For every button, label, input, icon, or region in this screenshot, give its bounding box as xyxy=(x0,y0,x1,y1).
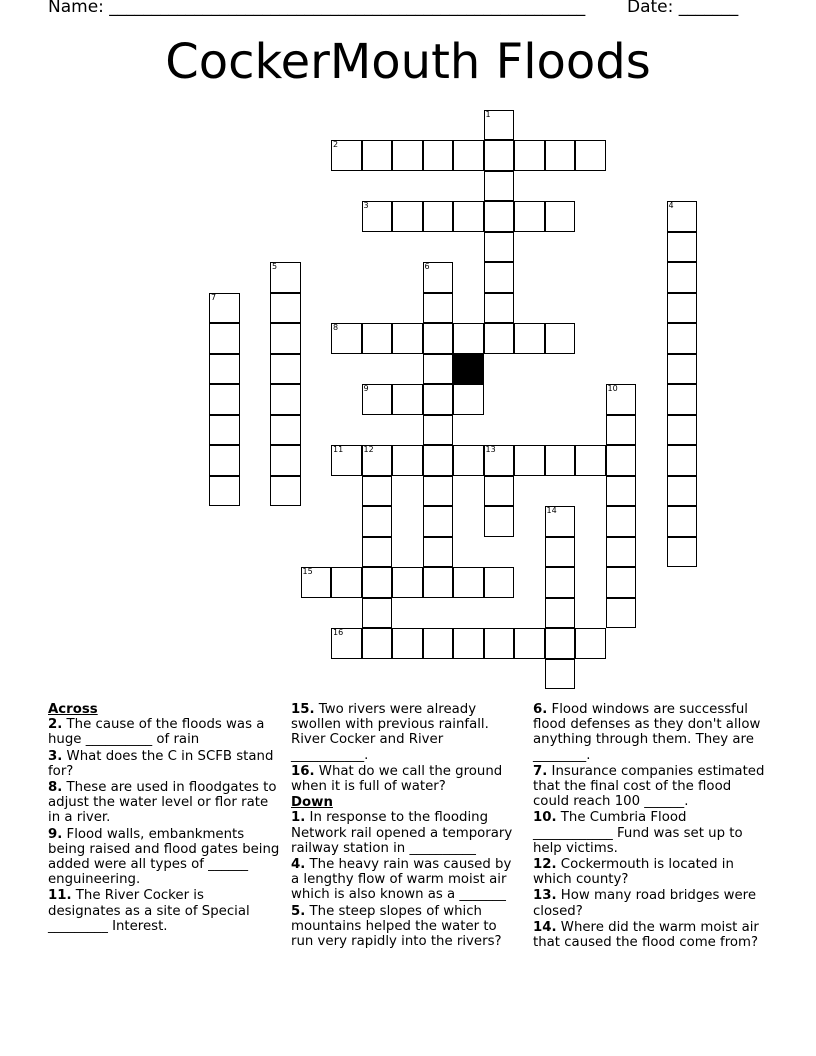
cell-number: 3 xyxy=(363,201,369,210)
across-heading: Across xyxy=(48,702,98,717)
clue-text: How many road bridges were closed? xyxy=(533,888,757,919)
clue-text: Two rivers were already swollen with previous rainfall. River Cocker and River ___________. xyxy=(291,702,489,763)
grid-cell[interactable] xyxy=(392,445,423,476)
grid-cell[interactable] xyxy=(484,567,515,598)
clue xyxy=(48,888,280,934)
grid-cell[interactable] xyxy=(545,323,576,354)
clue-text: Flood windows are successful flood defenses as they don't allow anything through them. They are ________. xyxy=(533,702,761,763)
grid-cell[interactable] xyxy=(270,262,301,293)
grid-cell[interactable] xyxy=(423,384,454,415)
grid-cell[interactable] xyxy=(606,476,637,507)
grid-cell[interactable] xyxy=(270,354,301,385)
grid-cell[interactable] xyxy=(484,506,515,537)
down-heading: Down xyxy=(291,795,333,811)
clue-number: 8. xyxy=(48,780,63,796)
clue-number: 9. xyxy=(48,826,63,842)
grid-cell[interactable] xyxy=(423,567,454,598)
grid-cell[interactable] xyxy=(545,567,576,598)
grid-cell[interactable] xyxy=(423,476,454,507)
clue xyxy=(533,810,768,856)
clue xyxy=(291,764,523,794)
grid-cell[interactable] xyxy=(362,567,393,598)
clue xyxy=(48,827,280,888)
grid-cell[interactable] xyxy=(423,262,454,293)
clue-number: 1. xyxy=(291,810,306,826)
clue-text: What do we call the ground when it is full of water? xyxy=(291,763,503,795)
grid-cell[interactable] xyxy=(484,445,515,476)
grid-cell[interactable] xyxy=(270,415,301,446)
grid-cell[interactable] xyxy=(209,323,240,354)
grid-cell[interactable] xyxy=(606,567,637,598)
clue xyxy=(48,749,280,779)
grid-cell[interactable] xyxy=(667,445,698,476)
grid-cell[interactable] xyxy=(270,445,301,476)
grid-cell[interactable] xyxy=(514,323,545,354)
grid-cell[interactable] xyxy=(423,140,454,171)
clue-number: 3. xyxy=(48,748,63,764)
page-title: CockerMouth Floods xyxy=(165,34,651,90)
grid-cell[interactable] xyxy=(362,598,393,629)
grid-cell[interactable] xyxy=(606,415,637,446)
grid-cell[interactable] xyxy=(667,537,698,568)
grid-cell[interactable] xyxy=(545,506,576,537)
grid-cell[interactable] xyxy=(667,415,698,446)
grid-cell[interactable] xyxy=(331,140,362,171)
grid-cell[interactable] xyxy=(667,506,698,537)
grid-cell[interactable] xyxy=(423,537,454,568)
grid-cell[interactable] xyxy=(453,567,484,598)
grid-cell[interactable] xyxy=(423,628,454,659)
grid-cell[interactable] xyxy=(453,384,484,415)
clue xyxy=(291,702,523,763)
grid-cell[interactable] xyxy=(209,476,240,507)
grid-cell[interactable] xyxy=(392,384,423,415)
grid-cell[interactable] xyxy=(331,567,362,598)
clue-text: The cause of the floods was a huge __________ of rain xyxy=(48,717,265,748)
clue xyxy=(291,810,523,856)
clues-column-2 xyxy=(291,702,523,950)
grid-cell[interactable] xyxy=(331,445,362,476)
grid-cell[interactable] xyxy=(545,537,576,568)
grid-cell[interactable] xyxy=(453,323,484,354)
clue-text: Cockermouth is located in which county? xyxy=(533,857,734,888)
grid-cell[interactable] xyxy=(667,354,698,385)
cell-number: 11 xyxy=(333,445,344,454)
grid-cell[interactable] xyxy=(484,110,515,141)
grid-cell[interactable] xyxy=(270,384,301,415)
grid-cell[interactable] xyxy=(606,384,637,415)
grid-cell[interactable] xyxy=(484,232,515,263)
cell-number: 15 xyxy=(302,567,313,576)
grid-cell[interactable] xyxy=(209,354,240,385)
grid-cell[interactable] xyxy=(209,384,240,415)
grid-cell[interactable] xyxy=(514,445,545,476)
clue-number: 15. xyxy=(291,702,315,717)
cell-number: 12 xyxy=(363,445,374,454)
cell-number: 6 xyxy=(424,262,430,271)
clue-text: The River Cocker is designates as a site of Special _________ Interest. xyxy=(48,888,250,934)
across-clue-list xyxy=(48,717,280,934)
grid-cell[interactable] xyxy=(423,354,454,385)
clues-column-3 xyxy=(533,702,768,951)
grid-cell[interactable] xyxy=(667,201,698,232)
grid-cell[interactable] xyxy=(667,323,698,354)
grid-cell[interactable] xyxy=(331,628,362,659)
cell-number: 4 xyxy=(668,201,674,210)
clue-number: 10. xyxy=(533,810,557,826)
grid-cell[interactable] xyxy=(606,445,637,476)
grid-cell[interactable] xyxy=(362,323,393,354)
clue xyxy=(533,702,768,763)
grid-cell[interactable] xyxy=(453,201,484,232)
clue xyxy=(533,888,768,918)
down-clue-list xyxy=(291,810,523,949)
clue-text: Insurance companies estimated that the final cost of the flood could reach 100 ______. xyxy=(533,763,765,810)
grid-cell[interactable] xyxy=(362,201,393,232)
grid-cell[interactable] xyxy=(270,293,301,324)
grid-cell[interactable] xyxy=(514,140,545,171)
grid-cell[interactable] xyxy=(575,628,606,659)
grid-cell[interactable] xyxy=(545,628,576,659)
grid-cell[interactable] xyxy=(484,476,515,507)
cell-number: 8 xyxy=(333,323,339,332)
grid-cell[interactable] xyxy=(453,628,484,659)
grid-cell[interactable] xyxy=(484,293,515,324)
cell-number: 7 xyxy=(211,292,217,302)
grid-cell[interactable] xyxy=(667,384,698,415)
clue-number: 2. xyxy=(48,717,63,733)
grid-cell[interactable] xyxy=(392,323,423,354)
grid-cell[interactable] xyxy=(270,476,301,507)
date-field-label: Date: _______ xyxy=(627,0,739,17)
grid-cell[interactable] xyxy=(209,445,240,476)
cell-number: 16 xyxy=(333,628,344,637)
grid-cell[interactable] xyxy=(270,323,301,354)
grid-cell[interactable] xyxy=(484,201,515,232)
grid-cell[interactable] xyxy=(423,445,454,476)
clue-text: Where did the warm moist air that caused the flood come from? xyxy=(533,919,759,951)
clue-text: What does the C in SCFB stand for? xyxy=(48,748,274,779)
grid-cell[interactable] xyxy=(453,140,484,171)
clue-number: 16. xyxy=(291,763,315,779)
clue xyxy=(533,920,768,950)
clue-number: 11. xyxy=(48,888,72,904)
grid-cell[interactable] xyxy=(423,323,454,354)
grid-cell[interactable] xyxy=(514,201,545,232)
grid-cell[interactable] xyxy=(331,323,362,354)
clue xyxy=(48,717,280,747)
grid-cell[interactable] xyxy=(667,232,698,263)
clue-number: 12. xyxy=(533,857,557,873)
grid-cell[interactable] xyxy=(453,445,484,476)
clue-text: These are used in floodgates to adjust the water level or flor rate in a river. xyxy=(48,780,277,826)
clues-column-1 xyxy=(48,702,280,935)
cell-number: 2 xyxy=(333,140,339,149)
grid-cell[interactable] xyxy=(484,628,515,659)
grid-cell[interactable] xyxy=(484,323,515,354)
grid-cell[interactable] xyxy=(362,628,393,659)
cell-number: 13 xyxy=(485,445,496,454)
grid-cell[interactable] xyxy=(667,476,698,507)
grid-cell[interactable] xyxy=(423,415,454,446)
grid-cell[interactable] xyxy=(362,384,393,415)
grid-cell[interactable] xyxy=(545,598,576,629)
grid-cell[interactable] xyxy=(362,445,393,476)
cell-number: 14 xyxy=(546,506,557,515)
clue-text: Flood walls, embankments being raised and flood gates being added were all types of ______ enguineering. xyxy=(48,826,280,888)
clue-number: 14. xyxy=(533,919,557,935)
grid-cell[interactable] xyxy=(362,140,393,171)
clue-text: The heavy rain was caused by a lengthy flow of warm moist air which is also known as a _______ xyxy=(291,857,512,903)
black-cell xyxy=(453,354,484,385)
clue-number: 6. xyxy=(533,702,548,717)
name-field-label: Name: ________________________________________________________ xyxy=(48,0,586,17)
grid-cell[interactable] xyxy=(545,659,576,690)
clue xyxy=(533,764,768,810)
grid-cell[interactable] xyxy=(209,415,240,446)
clue xyxy=(533,857,768,887)
grid-cell[interactable] xyxy=(484,140,515,171)
grid-cell[interactable] xyxy=(545,201,576,232)
grid-cell[interactable] xyxy=(392,567,423,598)
grid-cell[interactable] xyxy=(392,140,423,171)
grid-cell[interactable] xyxy=(392,201,423,232)
clue-text: In response to the flooding Network rail opened a temporary railway station in __________ xyxy=(291,810,513,856)
grid-cell[interactable] xyxy=(606,506,637,537)
clue xyxy=(291,904,523,950)
grid-cell[interactable] xyxy=(667,293,698,324)
cell-number: 9 xyxy=(363,384,369,393)
grid-cell[interactable] xyxy=(667,262,698,293)
clue-number: 5. xyxy=(291,903,306,919)
cell-number: 1 xyxy=(485,109,491,119)
grid-cell[interactable] xyxy=(209,293,240,324)
clue-number: 4. xyxy=(291,857,306,873)
grid-cell[interactable] xyxy=(545,140,576,171)
clue-text: The Cumbria Flood ____________ Fund was set up to help victims. xyxy=(533,810,743,856)
grid-cell[interactable] xyxy=(484,262,515,293)
grid-cell[interactable] xyxy=(362,506,393,537)
grid-cell[interactable] xyxy=(362,476,393,507)
grid-cell[interactable] xyxy=(514,628,545,659)
grid-cell[interactable] xyxy=(575,140,606,171)
grid-cell[interactable] xyxy=(545,445,576,476)
grid-cell[interactable] xyxy=(423,201,454,232)
clue-number: 7. xyxy=(533,763,548,779)
grid-cell[interactable] xyxy=(362,537,393,568)
grid-cell[interactable] xyxy=(606,537,637,568)
clue-number: 13. xyxy=(533,888,557,904)
clue xyxy=(291,857,523,903)
cell-number: 5 xyxy=(272,262,278,271)
cell-number: 10 xyxy=(607,384,618,393)
grid-cell[interactable] xyxy=(606,598,637,629)
grid-cell[interactable] xyxy=(484,171,515,202)
clue xyxy=(48,780,280,826)
grid-cell[interactable] xyxy=(423,506,454,537)
clue-text: The steep slopes of which mountains helped the water to run very rapidly into the rivers? xyxy=(291,903,502,950)
grid-cell[interactable] xyxy=(392,628,423,659)
grid-cell[interactable] xyxy=(423,293,454,324)
grid-cell[interactable] xyxy=(575,445,606,476)
grid-cell[interactable] xyxy=(301,567,332,598)
